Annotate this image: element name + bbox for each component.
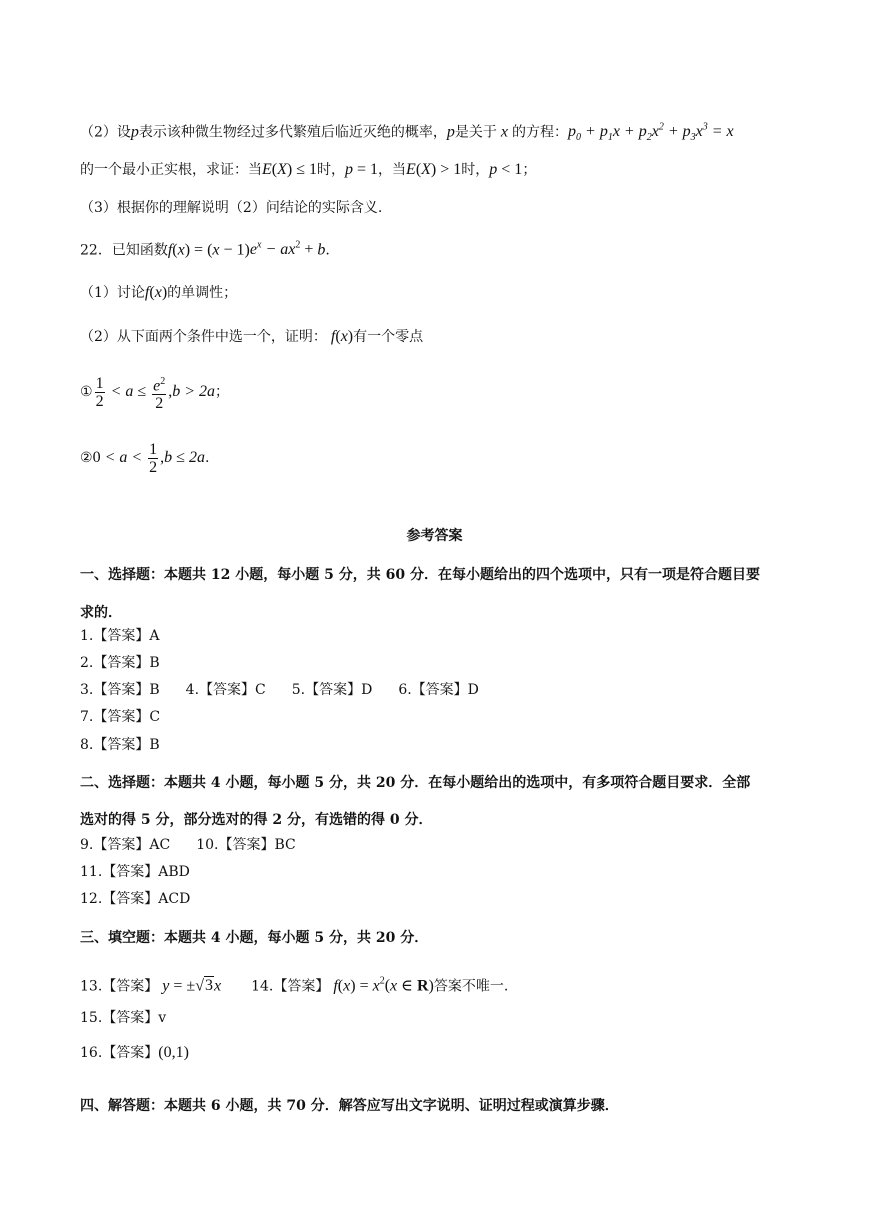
math-answer-14: $f(x) = x^2(x$ ∈ R) — [329, 976, 434, 995]
math-x: x — [496, 123, 513, 141]
answers-3-to-6 — [80, 680, 479, 700]
math-equation-polynomial: $p_0 + p_1x + p_2x^2 + p_3x^3 = x$ — [568, 122, 734, 144]
answer-3: 3.【答案】B — [80, 682, 160, 698]
answer-9: 9.【答案】AC — [80, 837, 171, 853]
q22-stem-text: 22．已知函数 — [80, 242, 168, 259]
q22-part1-a: （1）讨论 — [80, 285, 145, 301]
q21-part2-line2: 的一个最小正实根，求证：当E(X) ≤ 1时，p = 1，当E(X) > 1时，p < 1； — [80, 161, 537, 178]
condition-1-mark: ① — [80, 384, 93, 400]
math-function-definition: f — [167, 241, 173, 259]
math-answer-13: y = ±√3x — [158, 977, 222, 995]
q22-part2-a: （2）从下面两个条件中选一个，证明： — [80, 329, 327, 345]
section-3-heading: 三、填空题：本题共 4 小题，每小题 5 分，共 20 分． — [80, 930, 429, 946]
answer-11: 11.【答案】ABD — [80, 864, 190, 880]
q21-part2-line2-e: ； — [522, 162, 537, 178]
math-answer-16: (0,1) — [158, 1044, 189, 1061]
condition-2-mark: ② — [80, 450, 93, 466]
math-p-lt-1: p — [489, 161, 498, 178]
condition-1-end: ； — [215, 384, 230, 400]
q21-part2-text-d: 的方程： — [512, 124, 569, 141]
section-2-heading-line2: 选对的得 5 分，部分选对的得 2 分，有选错的得 0 分． — [80, 812, 433, 828]
q21-part2-text-c: 是关于 — [454, 124, 497, 141]
q21-part2-line2-d: 时， — [461, 162, 490, 178]
answer-6: 6.【答案】D — [398, 682, 479, 698]
q21-part2-line2-b: 时， — [317, 162, 345, 178]
q21-part2-line2-a: 的一个最小正实根，求证：当 — [80, 162, 262, 178]
q22-part1-b: 的单调性； — [167, 285, 238, 301]
q21-part3: （3）根据你的理解说明（2）问结论的实际含义. — [80, 200, 383, 216]
answer-14-note: 答案不唯一. — [433, 978, 509, 995]
answers-title: 参考答案 — [406, 528, 463, 544]
math-fx: f — [326, 328, 336, 345]
answer-16-line — [80, 1043, 189, 1063]
answers-13-14 — [80, 972, 508, 996]
math-p: p — [446, 123, 455, 141]
q21-part2-line2-c: ，当 — [378, 162, 407, 178]
q22-part1: （1）讨论f(x)的单调性； — [80, 284, 238, 301]
answer-13: 13.【答案】 — [80, 978, 159, 995]
section-1-heading-line2: 求的． — [80, 605, 122, 621]
condition-2-end: . — [204, 450, 210, 466]
answer-14: 14.【答案】 — [251, 978, 330, 995]
q21-part2-line1 — [80, 118, 734, 149]
answer-7: 7.【答案】C — [80, 709, 161, 725]
q22-condition-2 — [80, 438, 209, 478]
math-condition-1: $\frac{1}{2}$ < a ≤ $\frac{e^2}{2}$ ,b > 2a — [93, 383, 215, 400]
math-expectation-gt-1: E — [406, 161, 416, 178]
q21-part2-text-b: 表示该种微生物经过多代繁殖后临近灭绝的概率， — [138, 124, 447, 141]
math-p-eq-1: p — [345, 161, 353, 178]
math-fx: f — [144, 284, 150, 301]
answer-12: 12.【答案】ACD — [80, 891, 191, 907]
math-p: p — [130, 123, 139, 141]
answer-4: 4.【答案】C — [185, 682, 266, 698]
answer-16: 16.【答案】 — [80, 1045, 159, 1061]
q22-stem-end: . — [325, 242, 330, 259]
math-condition-2: 0 < a < $\frac{1}{2}$ ,b ≤ 2a — [92, 440, 205, 476]
section-1-heading-line1: 一、选择题：本题共 12 小题，每小题 5 分，共 60 分．在每小题给出的四个选项中，只有一项是符合题目要 — [80, 567, 760, 583]
answer-8: 8.【答案】B — [80, 737, 160, 753]
q22-part2: （2）从下面两个条件中选一个，证明： f(x)有一个零点 — [80, 328, 424, 345]
answers-9-10 — [80, 835, 296, 855]
answer-1: 1.【答案】A — [80, 628, 160, 644]
math-expectation-le-1: E — [262, 161, 272, 178]
answer-10: 10.【答案】BC — [196, 837, 296, 853]
answer-2: 2.【答案】B — [80, 655, 160, 671]
q22-part2-b: 有一个零点 — [353, 329, 424, 345]
section-4-heading: 四、解答题：本题共 6 小题，共 70 分．解答应写出文字说明、证明过程或演算步骤． — [80, 1098, 619, 1114]
section-2-heading-line1: 二、选择题：本题共 4 小题，每小题 5 分，共 20 分．在每小题给出的选项中，有多项符合题目要求．全部 — [80, 775, 751, 791]
answer-15: 15.【答案】v — [80, 1010, 167, 1026]
q21-part2-text-a: （2）设 — [80, 124, 131, 141]
answer-5: 5.【答案】D — [291, 682, 373, 698]
q22-stem: 22．已知函数$f(x) = (x - 1)e^x - ax^2 + b$. — [80, 240, 330, 259]
q22-condition-1 — [80, 372, 229, 412]
